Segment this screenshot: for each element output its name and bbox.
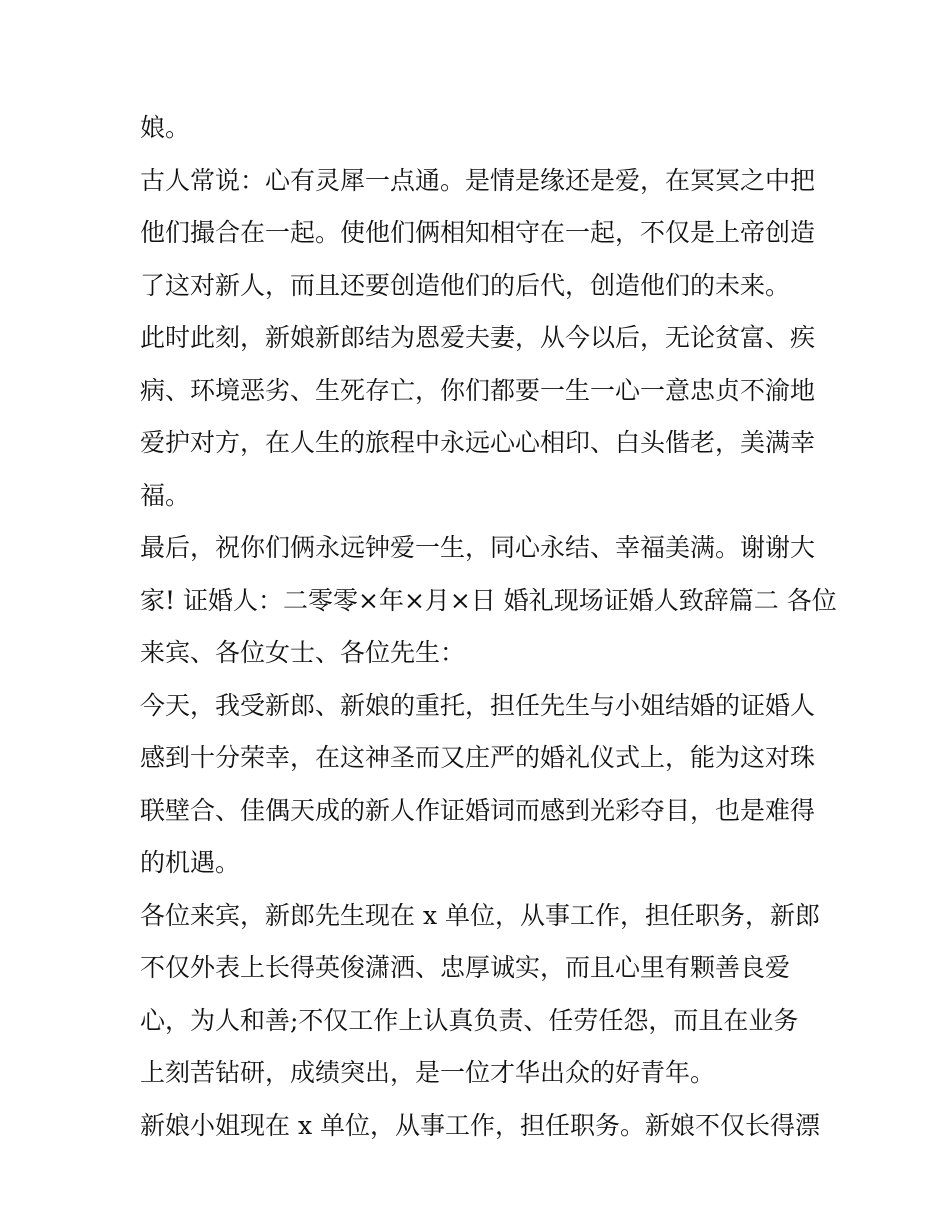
text-line: 此时此刻，新娘新郎结为恩爱夫妻，从今以后，无论贫富、疾: [140, 323, 816, 352]
text-line: 联壁合、佳偶天成的新人作证婚词而感到光彩夺目，也是难得: [140, 795, 816, 825]
text-line: 了这对新人，而且还要创造他们的后代，创造他们的未来。: [140, 270, 791, 300]
text-line: 来宾、各位女士、各位先生：: [140, 638, 466, 667]
text-line: 心，为人和善;不仅工作上认真负责、任劳任怨，而且在业务: [140, 1005, 799, 1035]
text-line: 爱护对方，在人生的旅程中永远心心相印、白头偕老，美满幸: [140, 428, 816, 457]
text-line: 各位来宾，新郎先生现在 x 单位，从事工作，担任职务，新郎: [140, 900, 820, 930]
text-line: 病、环境恶劣、生死存亡，你们都要一生一心一意忠贞不渝地: [140, 375, 816, 405]
body-text: [140, 102, 837, 1152]
text-line: 感到十分荣幸，在这神圣而又庄严的婚礼仪式上，能为这对珠: [140, 743, 816, 772]
text-line: 不仅外表上长得英俊潇洒、忠厚诚实，而且心里有颗善良爱: [140, 953, 791, 982]
text-line: 古人常说：心有灵犀一点通。是情是缘还是爱，在冥冥之中把: [140, 165, 816, 195]
text-line: 上刻苦钻研，成绩突出，是一位才华出众的好青年。: [140, 1058, 716, 1087]
text-line: 他们撮合在一起。使他们俩相知相守在一起，不仅是上帝创造: [140, 218, 816, 247]
text-line: 新娘小姐现在 x 单位，从事工作，担任职务。新娘不仅长得漂: [140, 1110, 820, 1140]
text-line: 家! 证婚人：二零零×年×月×日 婚礼现场证婚人致辞篇二 各位: [140, 585, 837, 615]
text-line: 今天，我受新郎、新娘的重托，担任先生与小姐结婚的证婚人: [140, 690, 816, 720]
text-line: 最后，祝你们俩永远钟爱一生，同心永结、幸福美满。谢谢大: [140, 533, 816, 562]
text-line: 福。: [140, 480, 191, 510]
text-line: 娘。: [140, 113, 191, 142]
text-line: 的机遇。: [140, 848, 241, 877]
